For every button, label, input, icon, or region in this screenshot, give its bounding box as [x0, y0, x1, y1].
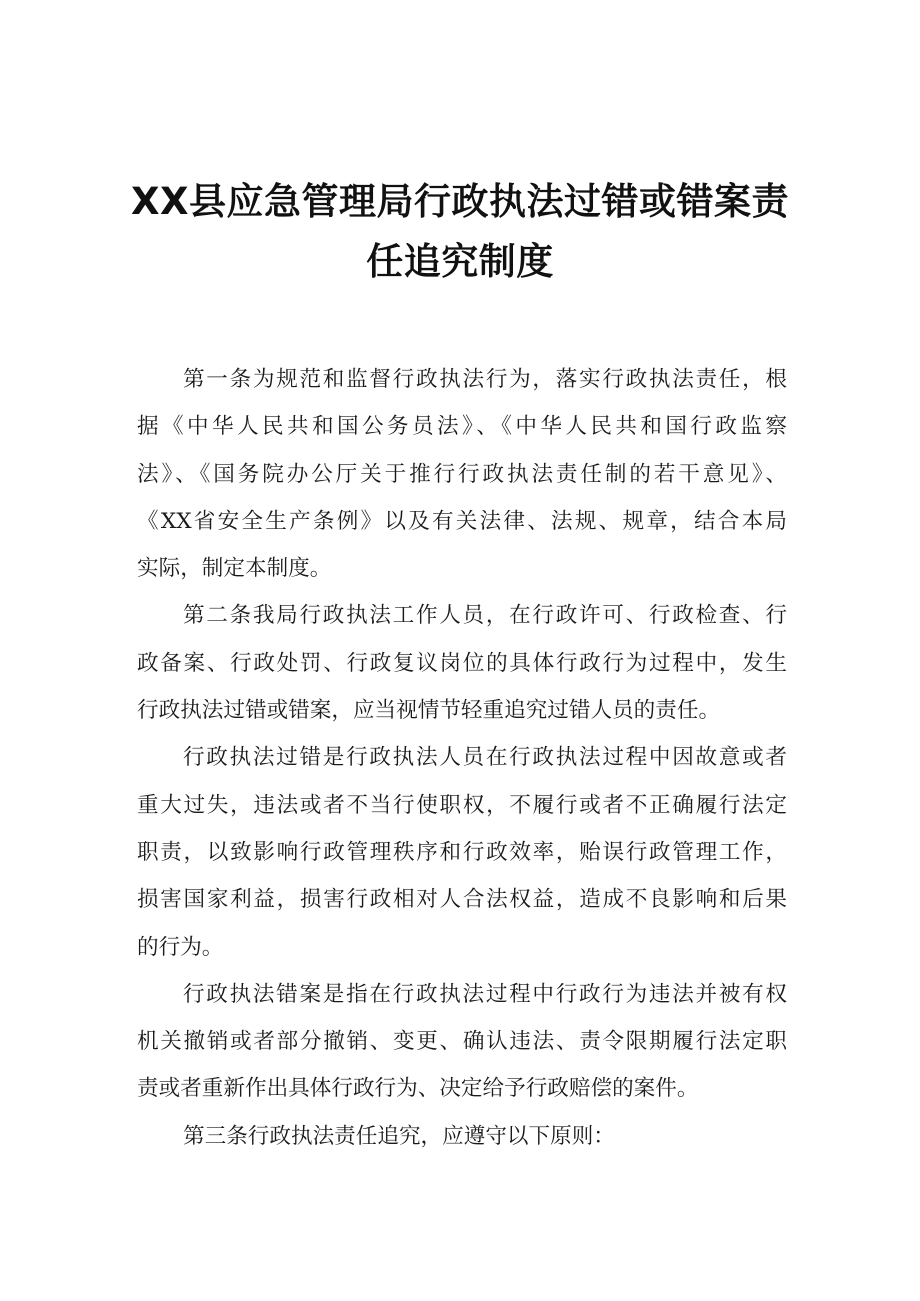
text-line: 政备案、行政处罚、行政复议岗位的具体行政行为过程中，发生 — [137, 650, 787, 676]
text-line: 第一条为规范和监督行政执法行为，落实行政执法责任，根 — [183, 367, 787, 392]
text-line: 实际，制定本制度。 — [137, 556, 332, 582]
text-line: 职责，以致影响行政管理秩序和行政效率，贻误行政管理工作， — [137, 839, 787, 865]
text-line: 损害国家利益，损害行政相对人合法权益，造成不良影响和后果 — [137, 887, 787, 913]
text-line: 据《中华人民共和国公务员法》、《中华人民共和国行政监察 — [137, 414, 787, 440]
text-line: 第二条我局行政执法工作人员，在行政许可、行政检查、行 — [183, 603, 787, 629]
text-line: 责或者重新作出具体行政行为、决定给予行政赔偿的案件。 — [137, 1076, 699, 1102]
title-line: 任追究制度 — [366, 240, 554, 283]
text-line: 法》、《国务院办公厅关于推行行政执法责任制的若干意见》、 — [137, 461, 787, 487]
text-line: 重大过失，违法或者不当行使职权，不履行或者不正确履行法定 — [137, 792, 787, 818]
text-line: 第三条行政执法责任追究，应遵守以下原则： — [183, 1123, 615, 1149]
title-line: XX县应急管理局行政执法过错或错案责 — [130, 180, 790, 223]
document-title — [100, 172, 820, 292]
article-2-paragraph — [137, 592, 787, 734]
text-line: 《XX省安全生产条例》以及有关法律、法规、规章，结合本局 — [137, 508, 787, 534]
text-line: 机关撤销或者部分撤销、变更、确认违法、责令限期履行法定职 — [137, 1029, 787, 1055]
definition-error-paragraph — [137, 734, 787, 970]
article-3-paragraph — [137, 1113, 787, 1160]
article-1-paragraph — [137, 356, 787, 592]
text-line: 行政执法过错或错案，应当视情节轻重追究过错人员的责任。 — [137, 698, 721, 724]
text-line: 的行为。 — [137, 934, 224, 960]
document-body — [137, 356, 787, 1160]
text-line: 行政执法错案是指在行政执法过程中行政行为违法并被有权 — [183, 981, 787, 1007]
text-line: 行政执法过错是行政执法人员在行政执法过程中因故意或者 — [183, 745, 787, 771]
definition-case-paragraph — [137, 971, 787, 1113]
